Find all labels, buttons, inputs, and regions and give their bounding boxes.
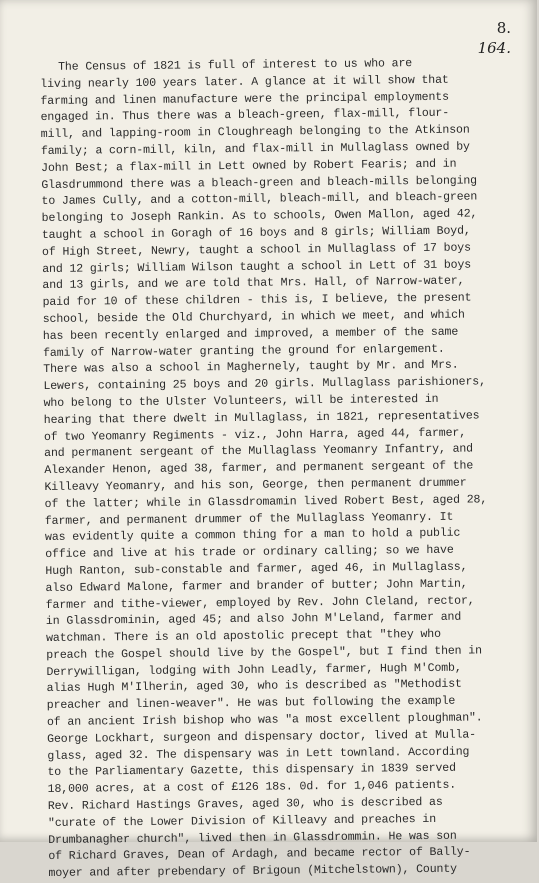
text-line: Alexander Henon, aged 38, farmer, and permanent sergeant of the: [44, 459, 474, 478]
text-line: and 13 girls, and we are told that Mrs. Hall, of Narrow-water,: [42, 274, 465, 293]
text-line: preach the Gospel should live by the Gospel", but I find then in: [46, 644, 482, 662]
text-line: Hugh Ranton, sub-constable and farmer, aged 46, in Mullaglass,: [45, 560, 468, 578]
page-number: [478, 18, 511, 58]
text-line: George Lockhart, surgeon and dispensary doctor, lived at Mulla-: [47, 728, 477, 746]
text-line: to the Parliamentary Gazette, this dispensary in 1839 served: [47, 762, 456, 780]
text-line: alias Hugh M'Ilherin, aged 30, who is described as "Methodist: [46, 678, 462, 696]
text-line: of two Yeomanry Regiments - viz., John Harra, aged 44, farmer,: [43, 426, 467, 444]
text-line: also Edward Malone, farmer and brander of butter; John Martin,: [45, 577, 468, 595]
text-line: taught a school in Goragh of 16 boys and 8 girls; William Boyd,: [41, 224, 471, 242]
text-line: watchman. There is an old apostolic precept that "they who: [45, 627, 441, 646]
text-line: and permanent sergeant of the Mullaglass Yeomanry Infantry, and: [44, 442, 474, 461]
text-line: farming and linen manufacture were the principal employments: [40, 90, 449, 108]
text-line: belonging to Joseph Rankin. As to schools, Owen Mallon, aged 42,: [41, 207, 478, 226]
text-line: of High Street, Newry, taught a school in Mullaglass of 17 boys: [41, 241, 471, 259]
text-line: who belong to the Ulster Volunteers, will be interested in: [43, 392, 439, 410]
text-line: was evidently quite a common thing for a man to hold a public: [44, 526, 461, 545]
text-line: Lewers, containing 25 boys and 20 girls. Mullaglass parishioners,: [43, 375, 486, 394]
text-line: paid for 10 of these children - this is, I believe, the present: [42, 291, 472, 310]
body-text: [40, 55, 539, 883]
text-line: in Glassdrominin, aged 45; and also John M'Leland, farmer and: [45, 610, 462, 629]
text-line: John Best; a flax-mill in Lett owned by Robert Fearis; and in: [41, 157, 457, 175]
page-number-handwritten: 164.: [477, 39, 511, 57]
text-line: family; a corn-mill, kiln, and flax-mill in Mullaglass owned by: [40, 140, 470, 158]
text-line: engaged in. Thus there was a bleach-green, flax-mill, flour-: [40, 107, 450, 125]
text-line: living nearly 100 years later. A glance at it will show that: [40, 73, 449, 91]
text-line: mill, and lapping-room in Cloughreagh belonging to the Atkinson: [40, 123, 470, 142]
page-number-typed: 8.: [496, 19, 511, 37]
text-line: Derrywilligan, lodging with John Leadly, farmer, Hugh M'Comb,: [46, 661, 462, 679]
text-line: school, beside the Old Churchyard, in which we meet, and which: [42, 308, 465, 326]
text-line: Rev. Richard Hastings Graves, aged 30, who is described as: [47, 795, 443, 814]
text-line: farmer and tithe-viewer, employed by Rev. John Cleland, rector,: [45, 593, 475, 612]
text-line: farmer, and permanent drummer of the Mullaglass Yeomanry. It: [44, 510, 454, 528]
text-line: The Census of 1821 is full of interest to us who are: [58, 57, 413, 74]
text-line: and 12 girls; William Wilson taught a school in Lett of 31 boys: [42, 258, 472, 276]
text-line: family of Narrow-water granting the ground for enlargement.: [43, 342, 445, 360]
text-line: "curate of the Lower Division of Killeavy and preaches in: [47, 812, 437, 830]
text-line: Killeavy Yeomanry, and his son, George, then permanent drummer: [44, 476, 467, 494]
text-line: Glasdrummond there was a bleach-green and bleach-mills belonging: [41, 174, 478, 192]
text-line: Drumbanagher church", lived then in Glassdrommin. He was son: [48, 829, 457, 847]
text-line: office and live at his trade or ordinary calling; so we have: [45, 543, 454, 562]
text-line: of an ancient Irish bishop who was "a most excellent ploughman".: [46, 711, 483, 730]
text-line: has been recently enlarged and improved, a member of the same: [42, 325, 459, 343]
text-line: preacher and linen-weaver". He was but following the example: [46, 694, 456, 713]
text-line: hearing that there dwelt in Mullaglass, in 1821, representatives: [43, 409, 480, 427]
text-line: moyer and after prebendary of Brigoun (Mitchelstown), County: [48, 862, 458, 881]
text-line: glass, aged 32. The dispensary was in Lett townland. According: [47, 745, 470, 763]
text-line: of Richard Graves, Dean of Ardagh, and became rector of Bally-: [48, 845, 471, 864]
text-line: 18,000 acres, at a cost of £126 18s. 0d. for 1,046 patients.: [47, 778, 457, 797]
text-line: to James Cully, and a cotton-mill, bleach-mill, and bleach-green: [41, 190, 478, 209]
text-line: There was also a school in Maghernely, taught by Mr. and Mrs.: [43, 358, 459, 377]
text-line: of the latter; while in Glassdromamin lived Robert Best, aged 28,: [44, 493, 488, 511]
